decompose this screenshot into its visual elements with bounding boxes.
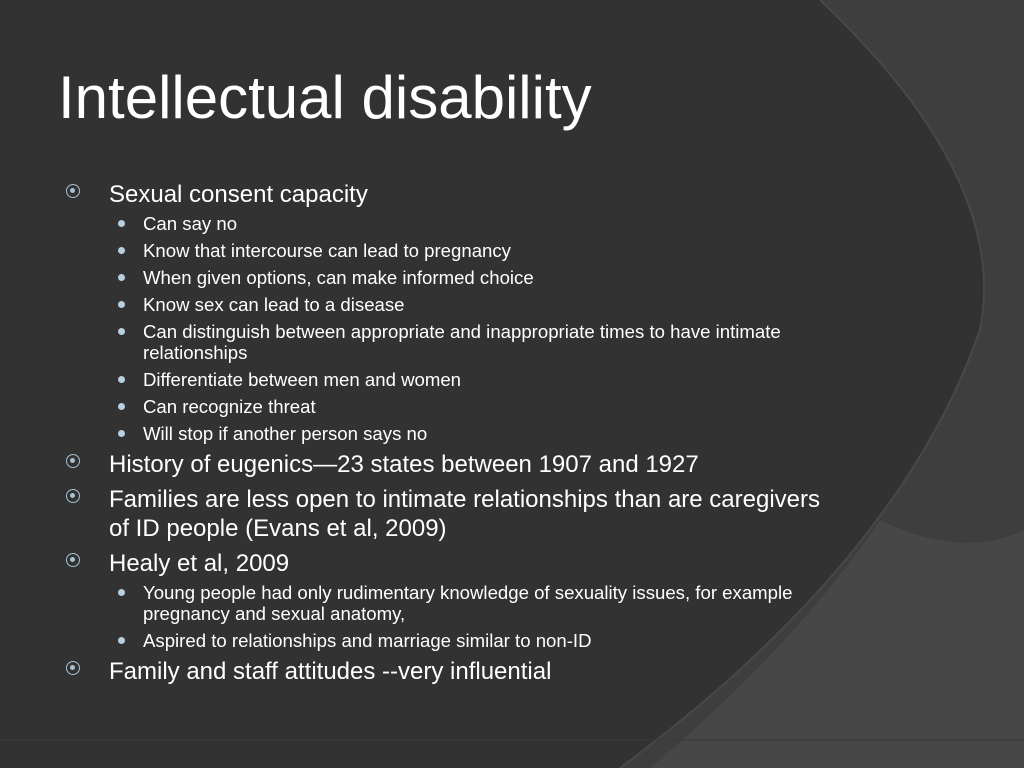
filled-dot-icon [118,301,125,308]
bullet-text: Healy et al, 2009 [109,550,290,577]
sub-bullet-item [0,267,853,288]
bullet-text: Family and staff attitudes --very influential [109,658,552,685]
sub-bullet-text: Can recognize threat [143,396,316,417]
bullet-item [0,485,829,543]
sub-bullet-item [0,423,853,444]
sub-bullet-item [0,630,853,651]
sub-bullet-item [0,213,853,234]
bullet-text: Families are less open to intimate relationships than are caregivers of ID people (Evans et al, 2009) [109,486,821,542]
filled-dot-icon [118,376,125,383]
sub-bullet-item [0,369,853,390]
slide-title: Intellectual disability [58,64,592,131]
circled-dot-icon [66,184,80,198]
sub-bullet-text: Differentiate between men and women [143,369,462,390]
sub-bullet-text: Will stop if another person says no [143,423,428,444]
bullet-item [0,657,829,686]
sub-bullet-item [0,321,853,363]
filled-dot-icon [118,220,125,227]
sub-bullet-text: Know that intercourse can lead to pregnancy [143,240,511,261]
circled-dot-icon [66,553,80,567]
sub-bullet-text: Can say no [143,213,238,234]
filled-dot-icon [118,328,125,335]
bullet-item [0,450,829,479]
filled-dot-icon [118,430,125,437]
bullet-list [0,180,1024,686]
sub-bullet-item [0,240,853,261]
circled-dot-icon [66,661,80,675]
filled-dot-icon [118,637,125,644]
filled-dot-icon [118,403,125,410]
circled-dot-icon [66,454,80,468]
sub-bullet-item [0,582,853,624]
filled-dot-icon [118,274,125,281]
filled-dot-icon [118,589,125,596]
bullet-text: History of eugenics—23 states between 1907 and 1927 [109,451,699,478]
circled-dot-icon [66,489,80,503]
sub-bullet-text: Know sex can lead to a disease [143,294,405,315]
sub-bullet-text: Can distinguish between appropriate and inappropriate times to have intimate relationships [143,321,781,363]
filled-dot-icon [118,247,125,254]
sub-bullet-item [0,396,853,417]
sub-bullet-text: Young people had only rudimentary knowledge of sexuality issues, for example pregnancy and sexual anatomy, [143,582,793,624]
bullet-item [0,180,829,209]
sub-bullet-text: When given options, can make informed choice [143,267,534,288]
bullet-text: Sexual consent capacity [109,181,368,208]
sub-bullet-item [0,294,853,315]
bullet-item [0,549,829,578]
sub-bullet-text: Aspired to relationships and marriage similar to non-ID [143,630,592,651]
